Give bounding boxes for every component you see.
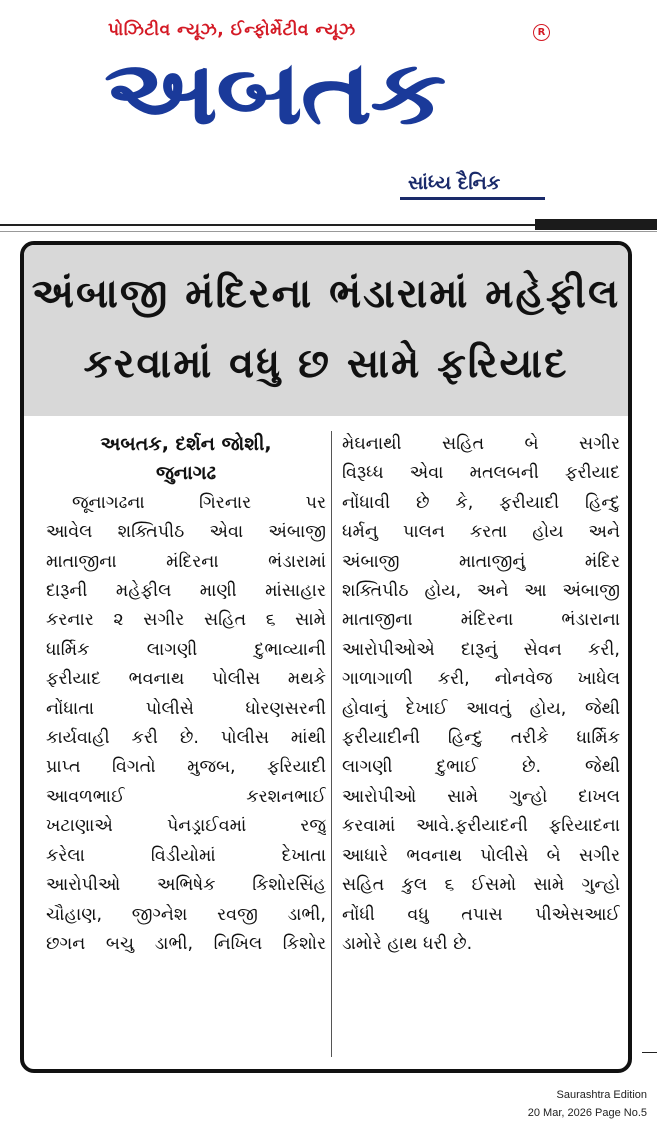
body-line: ખટાણાએ પેનડ્રાઈવમાં રજુ — [46, 816, 326, 837]
body-line: માતાજીના મંદિરના ભંડારામાં — [46, 551, 326, 572]
body-line: કરવામાં આવે.ફરીયાદની ફરિયાદના — [342, 816, 620, 837]
body-line: ફરીયાદ ભવનાથ પોલીસ મથકે — [46, 669, 326, 690]
body-line: ડામોરે હાથ ધરી છે. — [342, 933, 473, 954]
body-line: છગન બચુ ડાભી, નિખિલ કિશોર — [46, 933, 326, 954]
body-line: નોંધી વધુ તપાસ પીએસઆઈ — [342, 904, 620, 925]
body-line: આરોપીઓ અભિષેક કિશોરસિંહ — [46, 875, 326, 896]
article-column-left — [46, 430, 326, 959]
edition-label: Saurashtra Edition — [556, 1089, 647, 1101]
body-line: ચૌહાણ, જીગ્નેશ રવજી ડાભી, — [46, 904, 326, 925]
header-rule — [0, 224, 535, 226]
headline-box — [24, 245, 628, 416]
masthead-logo: અબતક — [104, 41, 445, 145]
body-line: જૂનાગઢના ગિરનાર પર — [72, 492, 326, 513]
body-line: આરોપીઓએ દારૂનું સેવન કરી, — [342, 639, 620, 660]
body-line: માતાજીના મંદિરના ભંડારાના — [342, 610, 620, 631]
article-column-right — [342, 430, 620, 959]
byline-line-1: અબતક, દર્શન જોશી, — [100, 433, 272, 455]
body-line: આધારે ભવનાથ પોલીસે બે સગીર — [342, 845, 620, 866]
masthead-tagline: પોઝિટીવ ન્યૂઝ, ઈન્ફોર્મેટીવ ન્યૂઝ — [108, 20, 356, 40]
body-line: ફરીયાદીની હિન્દુ તરીકે ધાર્મિક — [342, 728, 620, 749]
body-line: ધર્મનુ પાલન કરતા હોય અને — [342, 522, 620, 543]
body-line: વિરૂધ્ધ એવા મતલબની ફરીયાદ — [342, 463, 620, 484]
headline-line-2: કરવામાં વધુ છ સામે ફરિયાદ — [83, 341, 569, 387]
date-page-label: 20 Mar, 2026 Page No.5 — [527, 1107, 647, 1119]
body-line: નોંધાતા પોલીસે ધોરણસરની — [46, 698, 326, 719]
registered-trademark-icon: R — [533, 24, 550, 41]
article-frame — [20, 241, 632, 1073]
body-line: ધાર્મિક લાગણી દુભાવ્યાની — [46, 639, 326, 660]
body-line: આરોપીઓ સામે ગુન્હો દાખલ — [342, 786, 620, 807]
body-line: અંબાજી માતાજીનું મંદિર — [342, 551, 620, 572]
page-footer — [528, 1086, 647, 1122]
byline — [46, 430, 326, 489]
body-line: ગાળાગાળી કરી, નોનવેજ ખાધેલ — [342, 669, 620, 690]
column-divider — [331, 431, 332, 1057]
margin-mark — [642, 1052, 657, 1053]
subtitle-underline — [400, 197, 545, 200]
body-line: પ્રાપ્ત વિગતો મુજબ, ફરિયાદી — [46, 757, 326, 778]
body-line: શક્તિપીઠ હોય, અને આ અંબાજી — [342, 581, 620, 602]
header-rule-thin — [0, 231, 657, 232]
body-line: કરેલા વિડીયોમાં દેખાતા — [46, 845, 326, 866]
masthead-subtitle: સાંધ્ય દૈનિક — [408, 172, 501, 194]
body-line: સહિત કુલ ૬ ઈસમો સામે ગુન્હો — [342, 875, 620, 896]
body-line: આવેલ શક્તિપીઠ એવા અંબાજી — [46, 522, 326, 543]
body-line: લાગણી દુભાઈ છે. જેથી — [342, 757, 620, 778]
header-rule-block — [535, 219, 657, 230]
article-headline — [24, 259, 628, 399]
headline-line-1: અંબાજી મંદિરના ભંડારામાં મહેફીલ — [31, 271, 621, 317]
byline-line-2: જુનાગઢ — [155, 462, 217, 485]
body-line: કાર્યવાહી કરી છે. પોલીસ માંથી — [46, 728, 326, 749]
body-line: દારૂની મહેફીલ માણી માંસાહાર — [46, 581, 326, 602]
body-line: કરનાર ૨ સગીર સહિત ૬ સામે — [46, 610, 326, 631]
body-line: હોવાનું દેખાઈ આવતું હોય, જેથી — [342, 698, 620, 719]
body-line: નોંધાવી છે કે, ફરીયાદી હિન્દુ — [342, 492, 620, 513]
body-line: મેઘનાથી સહિત બે સગીર — [342, 434, 620, 454]
body-line: આવળભાઈ કરશનભાઈ — [46, 786, 326, 807]
